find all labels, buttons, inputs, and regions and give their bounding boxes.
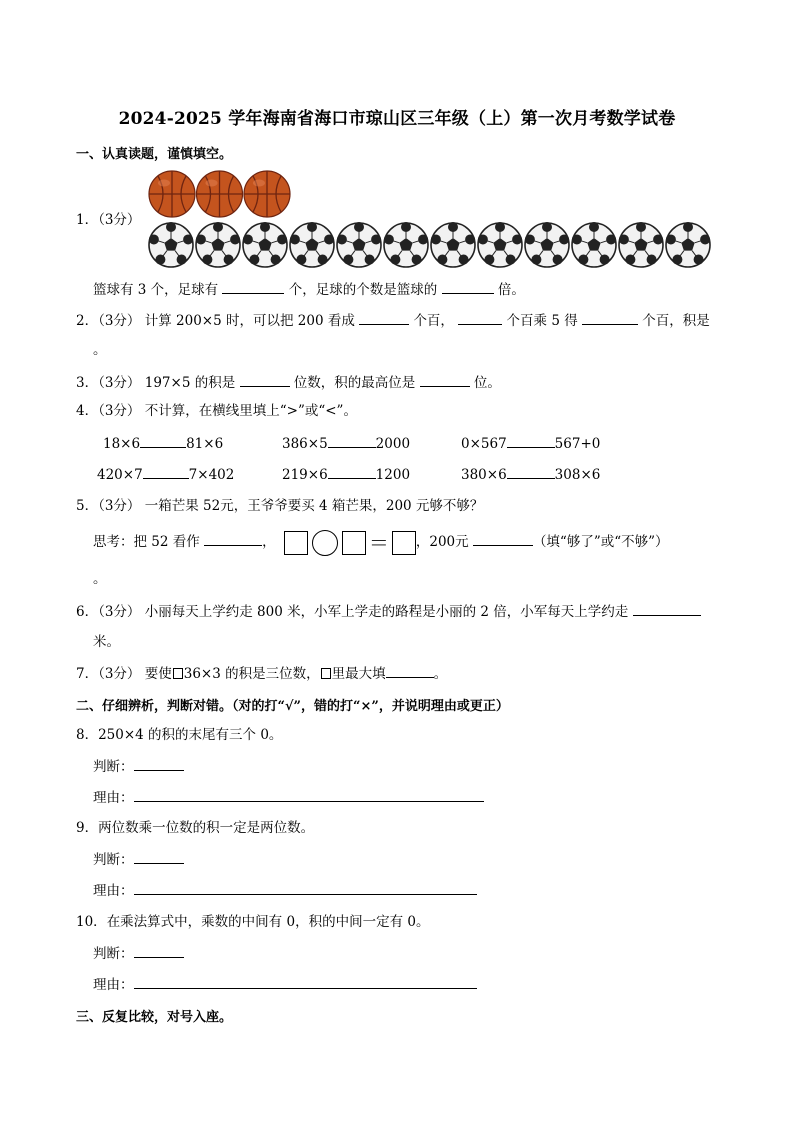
q7-text-c: 里最大填 [331,666,386,682]
q7-blank[interactable] [386,664,434,678]
q10-text: 在乘法算式中，乘数的中间有 0，积的中间一定有 0。 [106,914,430,930]
q8-reason-label: 理由： [93,790,134,806]
section-3-heading: 三、反复比较，对号入座。 [76,1010,233,1025]
section-2-heading: 二、仔细辨析，判断对错。（对的打“√”，错的打“×”，并说明理由或更正） [76,699,509,714]
q5-blank-1[interactable] [204,532,262,546]
q4-item-2-blank[interactable] [328,434,376,448]
question-10 [76,913,429,931]
q4-item-3 [461,434,600,453]
q1-blank-1[interactable] [222,280,284,294]
q2-number: 2．（3分） [76,313,141,329]
q9-judge-line [93,850,184,869]
q3-text-c: 位。 [473,375,501,391]
q4-item-3-right: 567+0 [554,436,601,452]
q4-item-5-right: 1200 [375,467,411,483]
balls-illustration [146,168,716,272]
q7-box-1 [173,668,183,679]
q6-text: 小丽每天上学约走 800 米，小军上学走的路程是小丽的 2 倍，小军每天上学约走 [144,604,629,620]
q4-item-2 [282,434,410,453]
q8-judge-line [93,757,184,776]
q5-think-a: 思考：把 52 看作 [93,534,200,550]
q5-think-line [93,527,669,557]
question-8 [76,726,282,744]
q9-judge-blank[interactable] [134,850,184,864]
basketball-icon [197,171,243,217]
q4-item-1-left: 18×6 [103,436,141,452]
q10-reason-label: 理由： [93,977,134,993]
q9-judge-label: 判断： [93,852,134,868]
q5-think-e: 。 [93,571,107,587]
q7-text-b: 36×3 的积是三位数， [183,666,320,682]
q5-text: 一箱芒果 52元，王爷爷要买 4 箱芒果，200 元够不够？ [144,498,484,514]
q10-number: 10． [76,914,107,930]
q8-text: 250×4 的积的末尾有三个 0。 [98,727,283,743]
question-5 [76,497,483,515]
q4-item-6 [461,465,600,484]
q2-blank-2[interactable] [458,311,502,325]
q4-item-5-left: 219×6 [282,467,328,483]
q5-box-2[interactable] [342,531,366,555]
q4-text: 不计算，在横线里填上“>”或“<”。 [144,403,357,419]
question-7 [76,664,447,683]
q4-item-4 [97,465,234,484]
q4-item-3-blank[interactable] [507,434,555,448]
q4-item-2-right: 2000 [375,436,411,452]
q10-judge-line [93,944,184,963]
q8-reason-blank[interactable] [134,788,484,802]
q9-text: 两位数乘一位数的积一定是两位数。 [98,820,315,836]
football-icon [525,222,569,267]
q9-reason-line [93,881,477,900]
q4-item-5 [282,465,410,484]
football-icon [196,222,240,267]
q7-text-a: 要使 [144,666,172,682]
q5-blank-2[interactable] [473,532,533,546]
football-icon [619,222,663,267]
q2-text-d: 个百，积是 [642,313,710,329]
q4-item-1-blank[interactable] [140,434,186,448]
q1-text-b: 个，足球的个数是篮球的 [288,282,438,298]
football-icon [337,222,381,267]
q5-think-d: （填“够了”或“不够”） [532,534,669,550]
q1-blank-2[interactable] [442,280,494,294]
q4-item-2-left: 386×5 [282,436,328,452]
q9-reason-label: 理由： [93,883,134,899]
q6-blank[interactable] [633,602,701,616]
football-icon [149,222,193,267]
q9-reason-blank[interactable] [134,881,477,895]
q8-judge-blank[interactable] [134,757,184,771]
football-icon [384,222,428,267]
q2-blank-1[interactable] [359,311,409,325]
q3-number: 3．（3分） [76,375,141,391]
q7-text-d: 。 [433,666,448,682]
q4-item-6-blank[interactable] [507,465,555,479]
q2-blank-3[interactable] [582,311,638,325]
q3-blank-1[interactable] [240,373,290,387]
q3-text-b: 位数，积的最高位是 [293,375,416,391]
q5-think-b: ， [262,534,276,550]
q8-number: 8． [76,727,99,743]
q5-operator-circle[interactable] [312,530,338,556]
football-icon [290,222,334,267]
question-1-number: 1．（3分） [76,212,141,228]
q10-judge-label: 判断： [93,946,134,962]
q4-item-4-blank[interactable] [143,465,189,479]
q4-item-1-right: 81×6 [186,436,224,452]
balls-svg [146,168,716,272]
question-6 [76,602,701,621]
q3-blank-2[interactable] [420,373,470,387]
q3-text-a: 197×5 的积是 [144,375,236,391]
question-4 [76,402,357,420]
basketball-icon [244,171,290,217]
football-icon [478,222,522,267]
q2-text-e: 。 [93,342,107,358]
q10-reason-line [93,975,477,994]
q9-number: 9． [76,820,99,836]
q7-box-2 [321,668,331,679]
q5-box-1[interactable] [284,531,308,555]
football-icon [431,222,475,267]
q4-item-3-left: 0×567 [461,436,507,452]
q4-item-6-left: 380×6 [461,467,507,483]
q10-reason-blank[interactable] [134,975,477,989]
q1-text-c: 倍。 [497,282,525,298]
football-icon [243,222,287,267]
q4-item-5-blank[interactable] [328,465,376,479]
q2-text-b: 个百， [413,313,454,329]
q5-think-c: ，200元 [415,534,469,550]
q10-judge-blank[interactable] [134,944,184,958]
football-icon [666,222,710,267]
q4-item-1 [103,434,223,453]
q4-item-6-right: 308×6 [554,467,601,483]
q6-text-end: 米。 [93,634,120,650]
question-9 [76,819,314,837]
q5-number: 5．（3分） [76,498,141,514]
q5-equals-sign: ＝ [368,530,389,555]
section-1-heading: 一、认真读题，谨慎填空。 [76,147,233,162]
q7-number: 7．（3分） [76,666,141,682]
question-2 [76,311,710,330]
question-1-text [93,280,525,299]
page-title: 2024-2025 学年海南省海口市琼山区三年级（上）第一次月考数学试卷 [118,109,676,129]
q2-text-a: 计算 200×5 时，可以把 200 看成 [144,313,355,329]
basketball-icon [149,171,195,217]
football-icon [572,222,616,267]
q8-judge-label: 判断： [93,759,134,775]
q8-reason-line [93,788,484,807]
q5-box-3[interactable] [392,531,416,555]
q4-item-4-left: 420×7 [97,467,143,483]
q6-number: 6．（3分） [76,604,141,620]
q1-text-a: 篮球有 3 个，足球有 [93,282,219,298]
q4-item-4-right: 7×402 [188,467,235,483]
q2-text-c: 个百乘 5 得 [506,313,578,329]
q4-number: 4．（3分） [76,403,141,419]
question-3 [76,373,501,392]
